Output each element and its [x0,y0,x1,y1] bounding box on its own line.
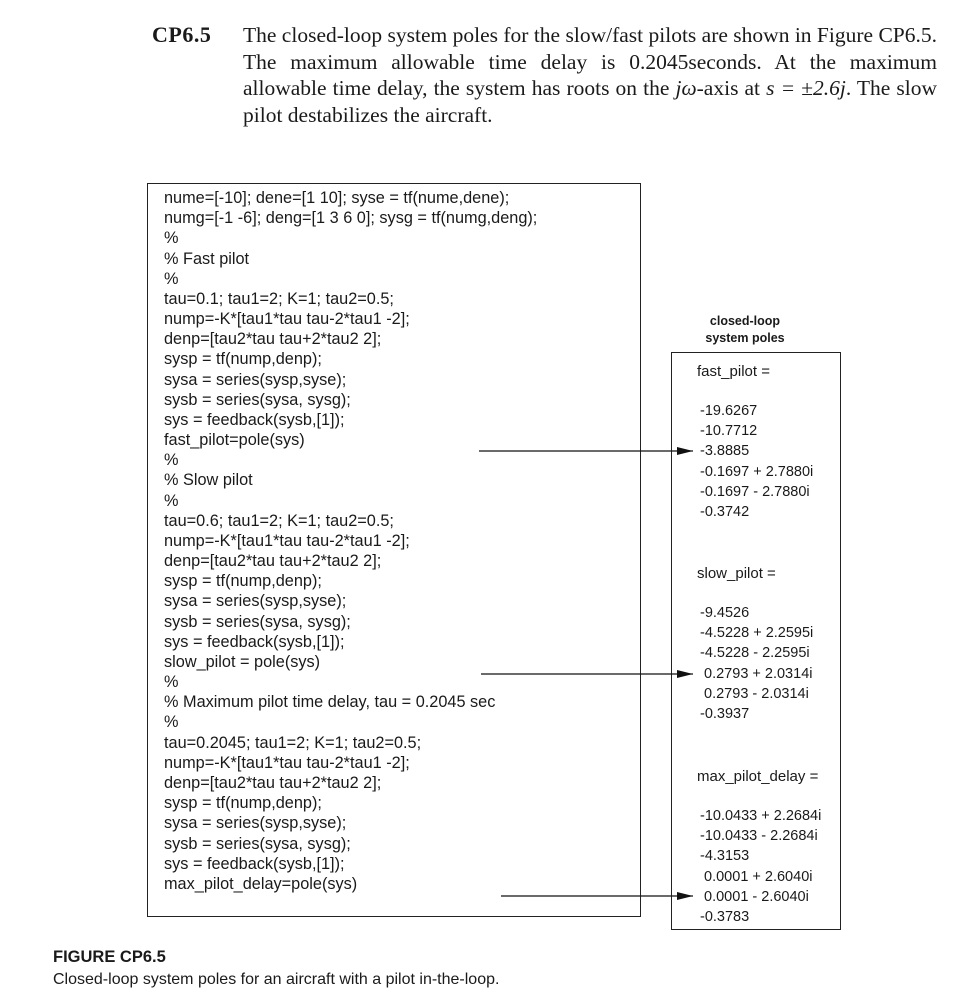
code-line: % Fast pilot [164,249,250,268]
code-line: sysb = series(sysa, sysg); [164,612,351,631]
pole-group-title: slow_pilot = [697,565,776,582]
code-line: nume=[-10]; dene=[1 10]; syse = tf(nume,dene); [164,189,510,207]
code-line: % [164,713,179,732]
code-line: sysb = series(sysa, sysg); [164,390,351,409]
pole-value: -4.3153 [700,848,750,865]
code-line: % [164,269,179,288]
pole-value: -0.3783 [700,908,750,925]
pole-value: -10.0433 + 2.2684i [700,808,822,824]
code-line: nump=-K*[tau1*tau tau-2*tau1 -2]; [164,531,410,550]
code-line: tau=0.2045; tau1=2; K=1; tau2=0.5; [164,733,422,752]
pole-value: 0.2793 + 2.0314i [700,665,813,682]
code-line: % Maximum pilot time delay, tau = 0.2045 sec [164,693,496,712]
figure-caption: Closed-loop system poles for an aircraft with a pilot in-the-loop. [53,971,500,988]
pole-value: 0.2793 - 2.0314i [700,685,809,702]
code-line: slow_pilot = pole(sys) [164,652,321,671]
code-line: sys = feedback(sysb,[1]); [164,854,345,873]
code-line: max_pilot_delay=pole(sys) [164,874,358,893]
code-line: sysp = tf(nump,denp); [164,794,322,813]
code-line: % [164,673,179,692]
pole-value: -10.0433 - 2.2684i [700,828,818,845]
pole-value: 0.0001 - 2.6040i [700,888,809,905]
pole-value: -4.5228 - 2.2595i [700,645,810,662]
figure-label: FIGURE CP6.5 [53,948,166,966]
code-line: % Slow pilot [164,471,253,490]
pole-group-title: max_pilot_delay = [697,768,819,785]
code-line: % [164,451,179,470]
pole-value: -10.7712 [700,423,758,440]
pole-value: 0.0001 + 2.6040i [700,868,813,885]
pole-value: -0.1697 - 2.7880i [700,483,810,500]
code-line: sysa = series(sysp,syse); [164,592,347,611]
problem-id: CP6.5 [152,22,212,47]
code-line: sys = feedback(sysb,[1]); [164,632,345,651]
code-line: % [164,229,179,248]
code-line: denp=[tau2*tau tau+2*tau2 2]; [164,552,382,571]
code-line: nump=-K*[tau1*tau tau-2*tau1 -2]; [164,753,410,772]
code-line: fast_pilot=pole(sys) [164,431,305,450]
code-line: sysp = tf(nump,denp); [164,350,322,369]
code-line: numg=[-1 -6]; deng=[1 3 6 0]; sysg = tf(numg,deng); [164,209,538,228]
code-line: sysb = series(sysa, sysg); [164,834,351,853]
pole-value: -0.1697 + 2.7880i [700,463,814,480]
code-line: sysp = tf(nump,denp); [164,572,322,591]
code-line: sysa = series(sysp,syse); [164,370,347,389]
roots-expression: s = ±2.6j [766,76,846,100]
code-line: tau=0.1; tau1=2; K=1; tau2=0.5; [164,289,394,308]
code-line: sys = feedback(sysb,[1]); [164,410,345,429]
pole-value: -3.8885 [700,443,750,460]
pole-value: -19.6267 [700,403,758,419]
code-line: sysa = series(sysp,syse); [164,814,347,833]
code-line: denp=[tau2*tau tau+2*tau2 2]; [164,330,382,349]
code-line: nump=-K*[tau1*tau tau-2*tau1 -2]; [164,310,410,329]
poles-caption-line2: system poles [705,331,785,345]
code-line: tau=0.6; tau1=2; K=1; tau2=0.5; [164,511,394,530]
code-line: % [164,491,179,510]
pole-value: -0.3742 [700,503,750,520]
pole-value: -0.3937 [700,705,750,722]
jw-axis-symbol: jω [675,76,697,100]
pole-value: -9.4526 [700,605,750,621]
pole-group-title: fast_pilot = [697,363,770,380]
problem-text-part2: -axis at [696,76,767,100]
problem-text-part3: . The slow pilot destabilizes the aircraft. [243,76,938,127]
code-line: denp=[tau2*tau tau+2*tau2 2]; [164,773,382,792]
pole-value: -4.5228 + 2.2595i [700,625,814,642]
problem-text-part1: The closed-loop system poles for the slow/fast pilots are shown in Figure CP6.5. The maximum allowable time delay is 0.2045seconds. At the maximum allowable time delay, the system has roots on the [243,23,937,100]
poles-caption-line1: closed-loop [709,314,781,328]
